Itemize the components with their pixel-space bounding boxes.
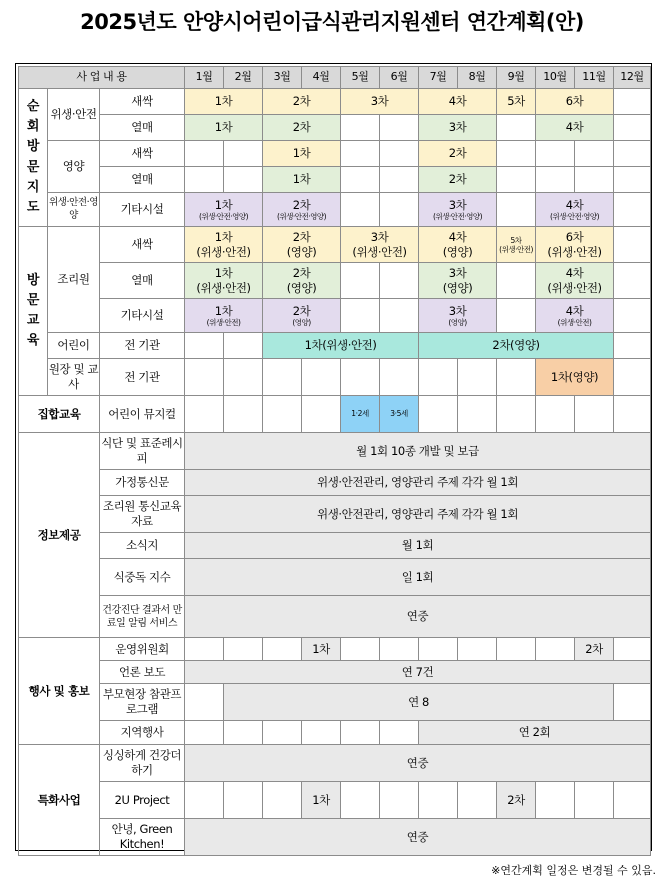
schedule-cell: 2차 (위생·안전·영양) — [263, 193, 341, 227]
schedule-cell: 6차 — [536, 89, 614, 115]
table-row — [19, 596, 651, 638]
empty-cell — [185, 782, 224, 819]
yeolmae-label: 열매 — [100, 167, 185, 193]
empty-cell — [497, 263, 536, 299]
schedule-cell: 2차 — [419, 167, 497, 193]
yeolmae-label: 열매 — [100, 115, 185, 141]
table-row — [19, 684, 651, 721]
schedule-cell: 2차 (영양) — [263, 227, 341, 263]
month-header: 10월 — [536, 67, 575, 89]
empty-cell — [458, 638, 497, 661]
month-header: 3월 — [263, 67, 302, 89]
children-label: 어린이 — [48, 333, 100, 359]
empty-cell — [419, 359, 458, 396]
empty-cell — [419, 638, 458, 661]
empty-cell — [263, 721, 302, 745]
empty-cell — [185, 396, 224, 433]
empty-cell — [614, 638, 651, 661]
month-header: 11월 — [575, 67, 614, 89]
empty-cell — [380, 638, 419, 661]
schedule-cell: 2차(영양) — [419, 333, 614, 359]
empty-cell — [614, 141, 651, 167]
schedule-cell: 연 2회 — [419, 721, 651, 745]
table-row — [19, 470, 651, 496]
empty-cell — [380, 141, 419, 167]
health-plus-label: 싱싱하게 건강더하기 — [100, 745, 185, 782]
schedule-cell: 4차 — [419, 89, 497, 115]
empty-cell — [536, 167, 575, 193]
business-header: 사 업 내 용 — [19, 67, 185, 89]
special-project-label: 특화사업 — [19, 745, 100, 856]
table-row — [19, 115, 651, 141]
saessak-label: 새싹 — [100, 89, 185, 115]
empty-cell — [575, 782, 614, 819]
empty-cell — [224, 167, 263, 193]
schedule-cell: 3차 (영양) — [419, 263, 497, 299]
hygiene-safety-label: 위생·안전 — [48, 89, 100, 141]
table-row — [19, 559, 651, 596]
schedule-cell: 2차 — [575, 638, 614, 661]
empty-cell — [185, 141, 224, 167]
combined-label: 위생·안전·영양 — [48, 193, 100, 227]
menu-recipe-label: 식단 및 표준레시피 — [100, 433, 185, 470]
director-teacher-label: 원장 및 교사 — [48, 359, 100, 396]
empty-cell — [224, 638, 263, 661]
empty-cell — [380, 193, 419, 227]
empty-cell — [419, 782, 458, 819]
schedule-cell: 1차 (위생·안전) — [185, 263, 263, 299]
local-event-label: 지역행사 — [100, 721, 185, 745]
table-row — [19, 782, 651, 819]
schedule-cell: 4차 (위생·안전·영양) — [536, 193, 614, 227]
events-label: 행사 및 홍보 — [19, 638, 100, 745]
schedule-cell: 1차(위생·안전) — [263, 333, 419, 359]
month-header: 12월 — [614, 67, 651, 89]
empty-cell — [341, 193, 380, 227]
newsletter-label: 가정통신문 — [100, 470, 185, 496]
visit-education-label: 방 문 교 육 — [26, 272, 40, 349]
table-row — [19, 721, 651, 745]
empty-cell — [380, 721, 419, 745]
empty-cell — [341, 299, 380, 333]
annual-plan-table — [18, 66, 651, 856]
empty-cell — [458, 359, 497, 396]
schedule-cell: 2차 — [263, 89, 341, 115]
two-u-project-label: 2U Project — [100, 782, 185, 819]
press-label: 언론 보도 — [100, 661, 185, 684]
schedule-cell: 3차 — [341, 89, 419, 115]
all-institutions-label: 전 기관 — [100, 333, 185, 359]
empty-cell — [614, 115, 651, 141]
schedule-cell: 3차 (위생·안전·영양) — [419, 193, 497, 227]
empty-cell — [185, 638, 224, 661]
schedule-cell: 2차 — [263, 115, 341, 141]
month-header: 9월 — [497, 67, 536, 89]
table-row — [19, 533, 651, 559]
parent-program-label: 부모현장 참관프로그램 — [100, 684, 185, 721]
empty-cell — [341, 115, 380, 141]
schedule-cell: 연중 — [185, 819, 651, 856]
schedule-cell: 2차 — [419, 141, 497, 167]
empty-cell — [614, 359, 651, 396]
empty-cell — [302, 396, 341, 433]
schedule-cell: 4차 (위생·안전) — [536, 263, 614, 299]
table-row — [19, 638, 651, 661]
empty-cell — [614, 299, 651, 333]
cook-label: 조리원 — [48, 227, 100, 333]
visit-education-category — [19, 227, 48, 396]
schedule-cell: 5차 (위생·안전) — [497, 227, 536, 263]
schedule-cell: 2차 (영양) — [263, 263, 341, 299]
empty-cell — [380, 299, 419, 333]
empty-cell — [575, 167, 614, 193]
empty-cell — [614, 333, 651, 359]
schedule-cell: 1차 — [185, 89, 263, 115]
empty-cell — [224, 721, 263, 745]
empty-cell — [614, 193, 651, 227]
schedule-cell: 1차 (위생·안전) — [185, 227, 263, 263]
schedule-cell: 위생·안전관리, 영양관리 주제 각각 월 1회 — [185, 496, 651, 533]
empty-cell — [185, 167, 224, 193]
empty-cell — [341, 638, 380, 661]
schedule-cell: 4차 (위생·안전) — [536, 299, 614, 333]
empty-cell — [614, 89, 651, 115]
month-header: 1월 — [185, 67, 224, 89]
empty-cell — [224, 782, 263, 819]
schedule-cell: 3차 (위생·안전) — [341, 227, 419, 263]
table-row — [19, 396, 651, 433]
schedule-cell: 3차 (영양) — [419, 299, 497, 333]
schedule-cell: 2차 (영양) — [263, 299, 341, 333]
empty-cell — [263, 396, 302, 433]
empty-cell — [497, 167, 536, 193]
schedule-cell: 1차(영양) — [536, 359, 614, 396]
table-row — [19, 496, 651, 533]
empty-cell — [341, 359, 380, 396]
table-row — [19, 819, 651, 856]
empty-cell — [497, 193, 536, 227]
table-row — [19, 193, 651, 227]
table-row — [19, 359, 651, 396]
table-row — [19, 299, 651, 333]
empty-cell — [380, 782, 419, 819]
empty-cell — [536, 782, 575, 819]
committee-label: 운영위원회 — [100, 638, 185, 661]
month-header: 6월 — [380, 67, 419, 89]
table-row — [19, 433, 651, 470]
all-institutions-label: 전 기관 — [100, 359, 185, 396]
saessak-label: 새싹 — [100, 141, 185, 167]
header-row — [19, 67, 651, 89]
schedule-cell: 1차 — [185, 115, 263, 141]
saessak-label: 새싹 — [100, 227, 185, 263]
table-row — [19, 745, 651, 782]
month-header: 4월 — [302, 67, 341, 89]
empty-cell — [341, 782, 380, 819]
schedule-cell: 1차 (위생·안전) — [185, 299, 263, 333]
schedule-cell: 연중 — [185, 596, 651, 638]
green-kitchen-label: 안녕, Green Kitchen! — [100, 819, 185, 856]
empty-cell — [575, 141, 614, 167]
empty-cell — [185, 359, 224, 396]
health-alert-label: 건강진단 결과서 만료일 알림 서비스 — [100, 596, 185, 638]
empty-cell — [341, 263, 380, 299]
empty-cell — [497, 141, 536, 167]
empty-cell — [302, 721, 341, 745]
group-education-label: 집합교육 — [19, 396, 100, 433]
empty-cell — [380, 115, 419, 141]
empty-cell — [224, 141, 263, 167]
food-poison-index-label: 식중독 지수 — [100, 559, 185, 596]
empty-cell — [458, 396, 497, 433]
empty-cell — [614, 684, 651, 721]
table-row — [19, 333, 651, 359]
schedule-cell: 1차 (위생·안전·영양) — [185, 193, 263, 227]
empty-cell — [263, 359, 302, 396]
empty-cell — [614, 396, 651, 433]
yeolmae-label: 열매 — [100, 263, 185, 299]
schedule-cell: 1·2세 — [341, 396, 380, 433]
empty-cell — [341, 141, 380, 167]
page-title: 2025년도 안양시어린이급식관리지원센터 연간계획(안) — [80, 10, 584, 34]
schedule-cell: 1차 — [263, 141, 341, 167]
empty-cell — [380, 167, 419, 193]
table-row — [19, 89, 651, 115]
schedule-cell: 연 7건 — [185, 661, 651, 684]
other-facility-label: 기타시설 — [100, 193, 185, 227]
empty-cell — [614, 782, 651, 819]
empty-cell — [185, 684, 224, 721]
schedule-cell: 3차 — [419, 115, 497, 141]
schedule-cell: 1차 — [302, 782, 341, 819]
table-row — [19, 167, 651, 193]
news-label: 소식지 — [100, 533, 185, 559]
schedule-cell: 3·5세 — [380, 396, 419, 433]
nutrition-label: 영양 — [48, 141, 100, 193]
empty-cell — [341, 721, 380, 745]
empty-cell — [224, 333, 263, 359]
schedule-cell: 연중 — [185, 745, 651, 782]
empty-cell — [185, 721, 224, 745]
schedule-cell: 월 1회 10종 개발 및 보급 — [185, 433, 651, 470]
empty-cell — [614, 167, 651, 193]
empty-cell — [224, 396, 263, 433]
other-facility-label: 기타시설 — [100, 299, 185, 333]
schedule-cell: 2차 — [497, 782, 536, 819]
empty-cell — [185, 333, 224, 359]
schedule-cell: 월 1회 — [185, 533, 651, 559]
empty-cell — [341, 167, 380, 193]
empty-cell — [380, 359, 419, 396]
info-provision-label: 정보제공 — [19, 433, 100, 638]
empty-cell — [224, 359, 263, 396]
empty-cell — [575, 396, 614, 433]
visit-guidance-label: 순 회 방 문 지 도 — [26, 99, 40, 215]
empty-cell — [419, 396, 458, 433]
empty-cell — [536, 141, 575, 167]
cook-material-label: 조리원 통신교육자료 — [100, 496, 185, 533]
schedule-cell: 연 8 — [224, 684, 614, 721]
month-header: 7월 — [419, 67, 458, 89]
empty-cell — [497, 299, 536, 333]
empty-cell — [536, 638, 575, 661]
empty-cell — [536, 396, 575, 433]
schedule-cell: 6차 (위생·안전) — [536, 227, 614, 263]
empty-cell — [497, 396, 536, 433]
empty-cell — [497, 115, 536, 141]
visit-guidance-category — [19, 89, 48, 227]
month-header: 5월 — [341, 67, 380, 89]
table-row — [19, 141, 651, 167]
table-row — [19, 263, 651, 299]
schedule-cell: 4차 — [536, 115, 614, 141]
empty-cell — [302, 359, 341, 396]
schedule-cell: 위생·안전관리, 영양관리 주제 각각 월 1회 — [185, 470, 651, 496]
empty-cell — [263, 782, 302, 819]
empty-cell — [458, 782, 497, 819]
month-header: 2월 — [224, 67, 263, 89]
footnote: ※연간계획 일정은 변경될 수 있음. — [491, 864, 656, 877]
schedule-cell: 5차 — [497, 89, 536, 115]
schedule-cell: 1차 — [302, 638, 341, 661]
empty-cell — [497, 638, 536, 661]
empty-cell — [614, 227, 651, 263]
table-row — [19, 227, 651, 263]
empty-cell — [380, 263, 419, 299]
schedule-cell: 일 1회 — [185, 559, 651, 596]
empty-cell — [263, 638, 302, 661]
schedule-cell: 1차 — [263, 167, 341, 193]
empty-cell — [614, 263, 651, 299]
table-row — [19, 661, 651, 684]
schedule-cell: 4차 (영양) — [419, 227, 497, 263]
musical-label: 어린이 뮤지컬 — [100, 396, 185, 433]
month-header: 8월 — [458, 67, 497, 89]
empty-cell — [497, 359, 536, 396]
